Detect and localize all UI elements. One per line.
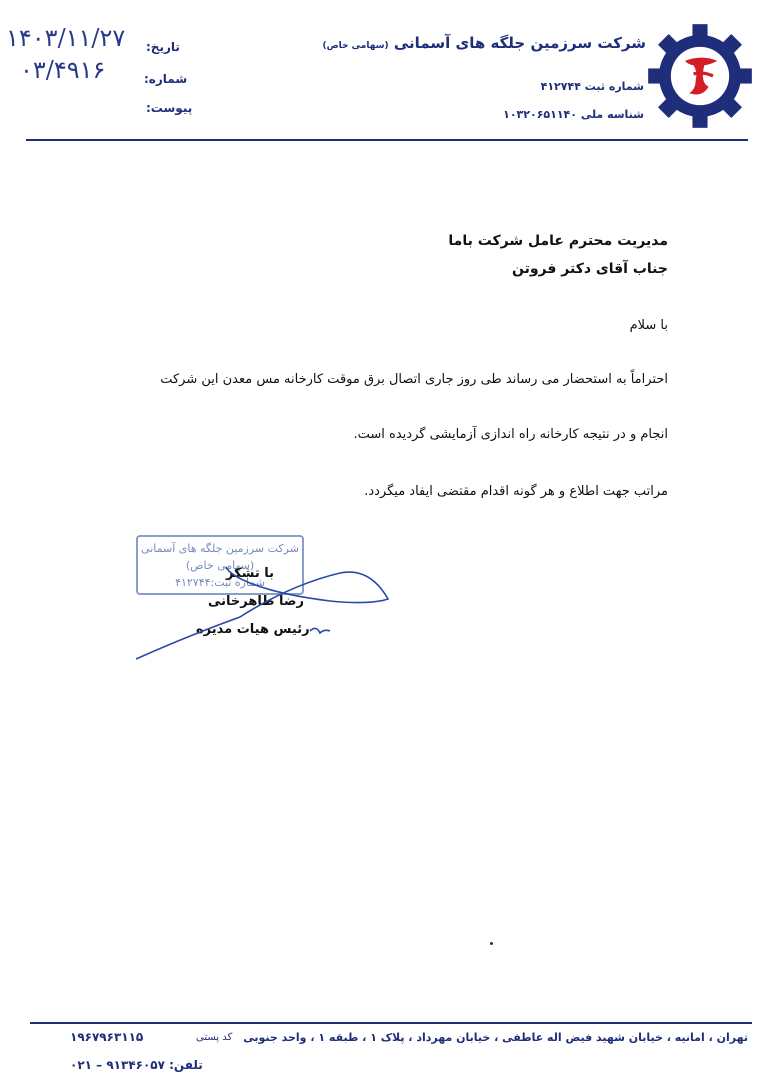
stamp-line2: (سهامی خاص) bbox=[185, 559, 255, 572]
footer-divider bbox=[30, 1022, 752, 1024]
closing-line: مراتب جهت اطلاع و هر گونه اقدام مقتضی ایفاد میگردد. bbox=[364, 484, 668, 499]
postal-code: ۱۹۶۷۹۶۳۱۱۵ bbox=[70, 1030, 144, 1044]
thanks-text: با تشکر bbox=[226, 566, 275, 581]
paragraph-line2: انجام و در نتیجه کارخانه راه اندازی آزمایشی گردیده است. bbox=[353, 427, 668, 442]
number-label: شماره: bbox=[144, 72, 188, 86]
recipient-line2: جناب آقای دکتر فروتن bbox=[512, 261, 668, 277]
paragraph-line1: احتراماً به استحضار می رساند طی روز جاری اتصال برق موقت کارخانه مس معدن این شرکت bbox=[160, 372, 668, 387]
national-id: شناسه ملی ۱۰۳۲۰۶۵۱۱۴۰ bbox=[503, 108, 644, 121]
postal-code-label: کد پستی bbox=[196, 1032, 233, 1043]
greeting: با سلام bbox=[629, 318, 668, 333]
company-logo-icon bbox=[646, 22, 754, 130]
handwritten-date: ۱۴۰۳/۱۱/۲۷ bbox=[6, 24, 126, 52]
signer-name: رضا طاهرخانی bbox=[208, 594, 304, 609]
handwritten-signature bbox=[130, 555, 400, 665]
stamp-line1: شرکت سرزمین جلگه های آسمانی bbox=[141, 542, 299, 555]
signer-title: رئیس هیات مدیره bbox=[196, 622, 310, 637]
attachment-label: پیوست: bbox=[146, 101, 193, 115]
recipient-line1: مدیریت محترم عامل شرکت باما bbox=[448, 233, 668, 249]
phone-number: تلفن: ۹۱۳۴۶۰۵۷ – ۰۲۱ bbox=[70, 1058, 203, 1072]
stray-dot bbox=[490, 942, 493, 945]
header-divider bbox=[26, 139, 748, 141]
registration-number: شماره ثبت ۴۱۲۷۴۴ bbox=[540, 80, 644, 93]
company-type: (سهامی خاص) bbox=[322, 41, 389, 51]
handwritten-number: ۰۳/۴۹۱۶ bbox=[20, 56, 106, 84]
footer-address: تهران ، امانیه ، خیابان شهید فیض اله عاطفی ، خیابان مهرداد ، پلاک ۱ ، طبقه ۱ ، واحد جنوبی bbox=[243, 1031, 748, 1044]
company-name: شرکت سرزمین جلگه های آسمانی (سهامی خاص) bbox=[322, 34, 646, 52]
date-label: تاریخ: bbox=[146, 40, 180, 54]
stamp-line3: شماره ثبت:۴۱۲۷۴۴ bbox=[175, 576, 265, 589]
